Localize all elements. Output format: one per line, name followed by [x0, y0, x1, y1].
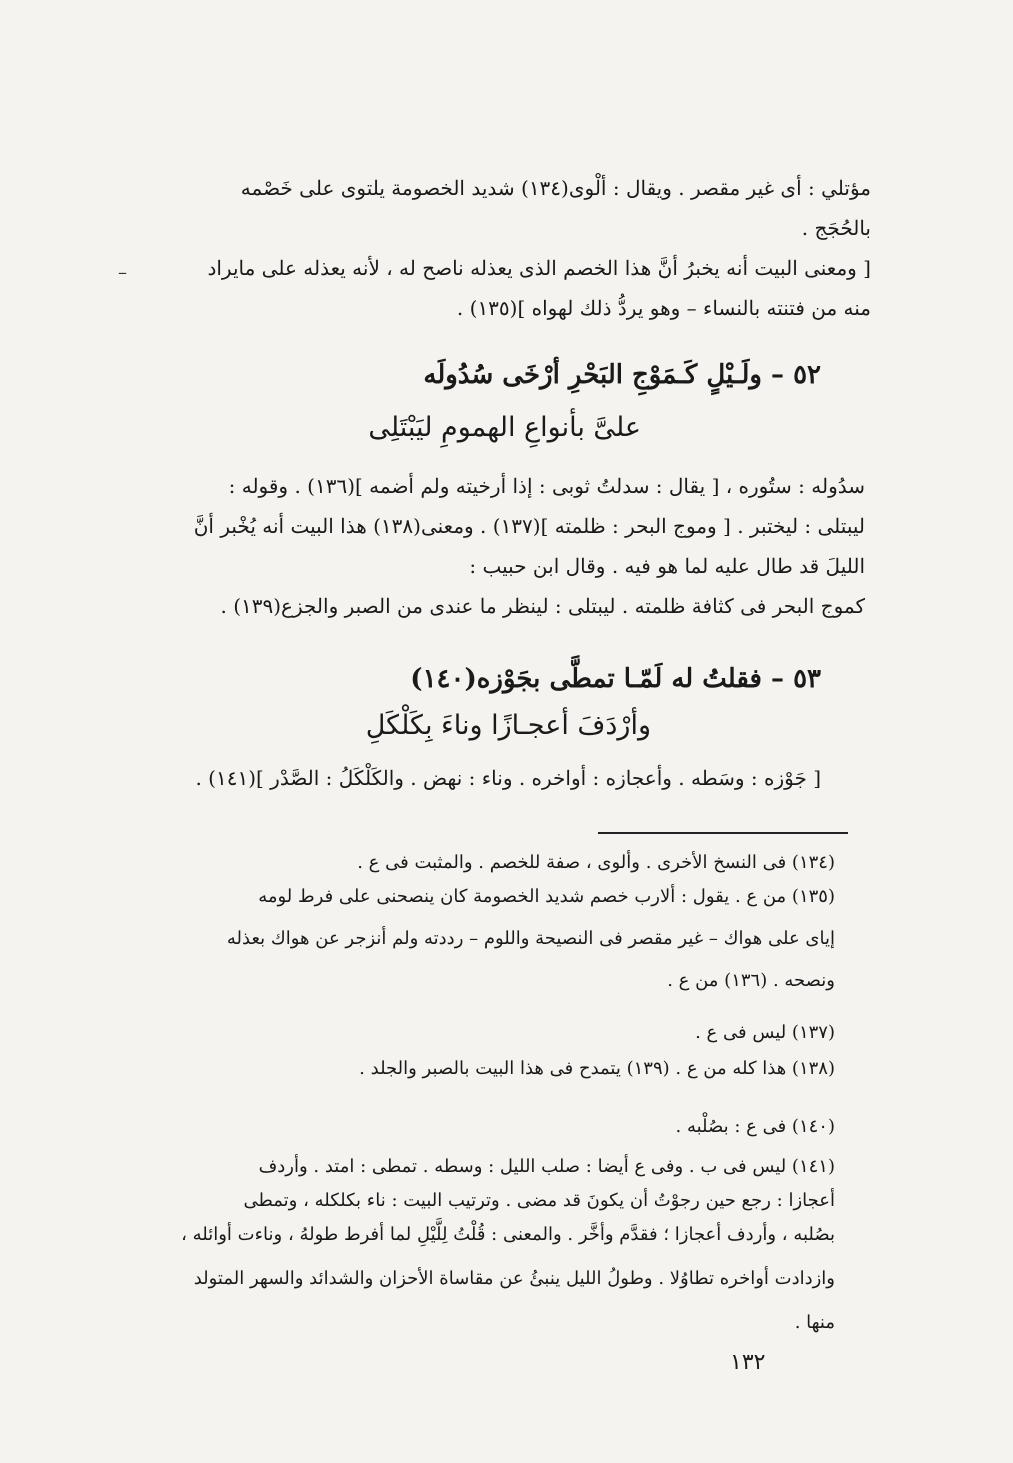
footnote-138-139: (١٣٨) هذا كله من ع . (١٣٩) يتمدح فى هذا البيت بالصبر والجلد . — [359, 1058, 835, 1079]
verse-52-second-hemistich: علىَّ بأنواعِ الهمومِ ليَبْتَلِى — [368, 412, 641, 443]
footnote-134: (١٣٤) فى النسخ الأخرى . وألوى ، صفة للخصم . والمثبت فى ع . — [357, 852, 835, 873]
footnote-140: (١٤٠) فى ع : بصُلْبه . — [675, 1116, 835, 1137]
footnote-135-cont: إياى على هواك – غير مقصر فى النصيحة واللوم – رددته ولم أنزجر عن هواك بعذله — [226, 928, 835, 949]
verse-52-first-hemistich: ٥٢ – ولَـيْلٍ كَـمَوْجِ البَحْرِ أرْخَى سُدُولَه — [423, 360, 821, 390]
footnote-141: (١٤١) ليس فى ب . وفى ع أيضا : صلب الليل : وسطه . تمطى : امتد . وأردف — [258, 1156, 835, 1177]
footnote-divider — [598, 832, 848, 834]
text-line: ليبتلى : ليختبر . [ وموج البحر : ظلمته ](١٣٧) . ومعنى(١٣٨) هذا البيت أنه يُخْبر أنَّ — [193, 514, 865, 538]
footnote-137: (١٣٧) ليس فى ع . — [695, 1022, 835, 1043]
footnote-135-136: ونصحه . (١٣٦) من ع . — [667, 970, 835, 991]
text-line: بالحُجَج . — [801, 216, 871, 240]
commentary-paragraph-3 — [195, 758, 821, 798]
text-line: [ ومعنى البيت أنه يخبرُ أنَّ هذا الخصم الذى يعذله ناصح له ، لأنه يعذله على مايراد — [207, 256, 871, 280]
commentary-paragraph-1 — [151, 168, 871, 328]
margin-dash-mark: – — [118, 262, 127, 283]
verse-53-first-hemistich: ٥٣ – فقلتُ له لَمّـا تمطَّى بجَوْزه(١٤٠) — [410, 664, 821, 694]
footnote-141-cont: منها . — [794, 1312, 835, 1333]
text-line: [ جَوْزه : وسَطه . وأعجازه : أواخره . وناء : نهض . والكَلْكَلُ : الصَّدْر ](١٤١) . — [195, 766, 821, 790]
footnote-141-cont: أعجازا : رجع حين رجوْتُ أن يكونَ قد مضى . وترتيب البيت : ناء بكلكله ، وتمطى — [243, 1190, 835, 1211]
footnote-141-cont: بصُلبه ، وأردف أعجازا ؛ فقدَّم وأخَّر . والمعنى : قُلْتُ لِلَّيْلِ لما أفرط طولهُ ، وناءت أوائله ، — [181, 1224, 835, 1245]
footnote-141-cont: وازدادت أواخره تطاوُلا . وطولُ الليل ينبئُ عن مقاساة الأحزان والشدائد والسهر المتولد — [193, 1268, 835, 1289]
text-line: كموج البحر فى كثافة ظلمته . ليبتلى : لينظر ما عندى من الصبر والجزع(١٣٩) . — [220, 594, 865, 618]
page-number: ١٣٢ — [730, 1350, 766, 1375]
text-line: الليلَ قد طال عليه لما هو فيه . وقال ابن حبيب : — [469, 554, 865, 578]
commentary-paragraph-2 — [145, 466, 865, 626]
text-line: سدُوله : ستُوره ، [ يقال : سدلتُ ثوبى : إذا أرخيته ولم أضمه ](١٣٦) . وقوله : — [228, 474, 865, 498]
footnote-135: (١٣٥) من ع . يقول : ألارب خصم شديد الخصومة كان ينصحنى على فرط لومه — [258, 886, 835, 907]
text-line: منه من فتنته بالنساء – وهو يردُّ ذلك لهواه ](١٣٥) . — [456, 296, 871, 320]
verse-53-second-hemistich: وأرْدَفَ أعجـازًا وناءَ بِكَلْكَلِ — [365, 710, 651, 741]
text-line: مؤتلي : أى غير مقصر . ويقال : ألْوى(١٣٤) شديد الخصومة يلتوى على خَصْمه — [240, 176, 871, 200]
